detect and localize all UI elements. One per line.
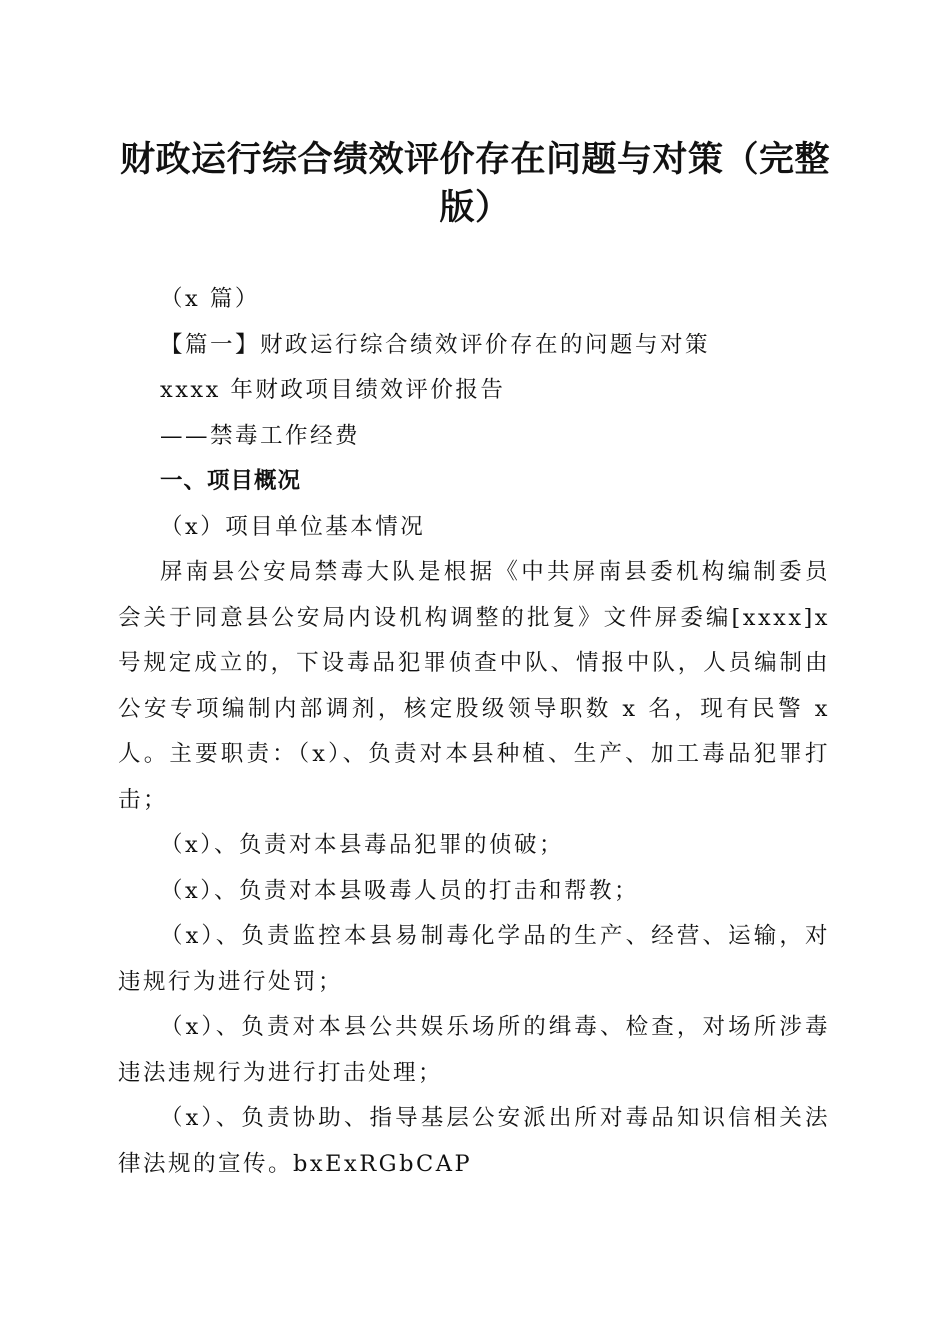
intro-paragraph: 屏南县公安局禁毒大队是根据《中共屏南县委机构编制委员会关于同意县公安局内设机构调整的批复》文件屏委编[xxxx]x号规定成立的，下设毒品犯罪侦查中队、情报中队，人员编制由公安专项编制内部调剂，核定股级领导职数 x 名，现有民警 x 人。主要职责：（x）、负责对本县种植、生产、加工毒品犯罪打击； xyxy=(118,559,830,813)
duty-paragraph: （x）、负责对本县毒品犯罪的侦破； xyxy=(160,832,564,858)
document-title: 财政运行综合绩效评价存在问题与对策（完整版） xyxy=(119,139,830,228)
duty-paragraph: （x）、负责监控本县易制毒化学品的生产、经营、运输，对违规行为进行处罚； xyxy=(118,923,830,995)
report-subtitle: ——禁毒工作经费 xyxy=(160,422,361,449)
duty-paragraph: （x）、负责对本县公共娱乐场所的缉毒、检查，对场所涉毒违法违规行为进行打击处理； xyxy=(118,1014,830,1086)
report-title: xxxx 年财政项目绩效评价报告 xyxy=(160,377,506,403)
duty-paragraph: （x）、负责协助、指导基层公安派出所对毒品知识信相关法律法规的宣传。bxExRGbCAP xyxy=(118,1105,830,1177)
document-body xyxy=(118,277,830,1187)
part-heading: 【篇一】财政运行综合绩效评价存在的问题与对策 xyxy=(160,331,711,358)
article-count: （x 篇） xyxy=(160,286,260,312)
subsection-heading: （x）项目单位基本情况 xyxy=(160,513,426,540)
section-heading: 一、项目概况 xyxy=(160,468,302,494)
duty-paragraph: （x）、负责对本县吸毒人员的打击和帮教； xyxy=(160,877,639,904)
